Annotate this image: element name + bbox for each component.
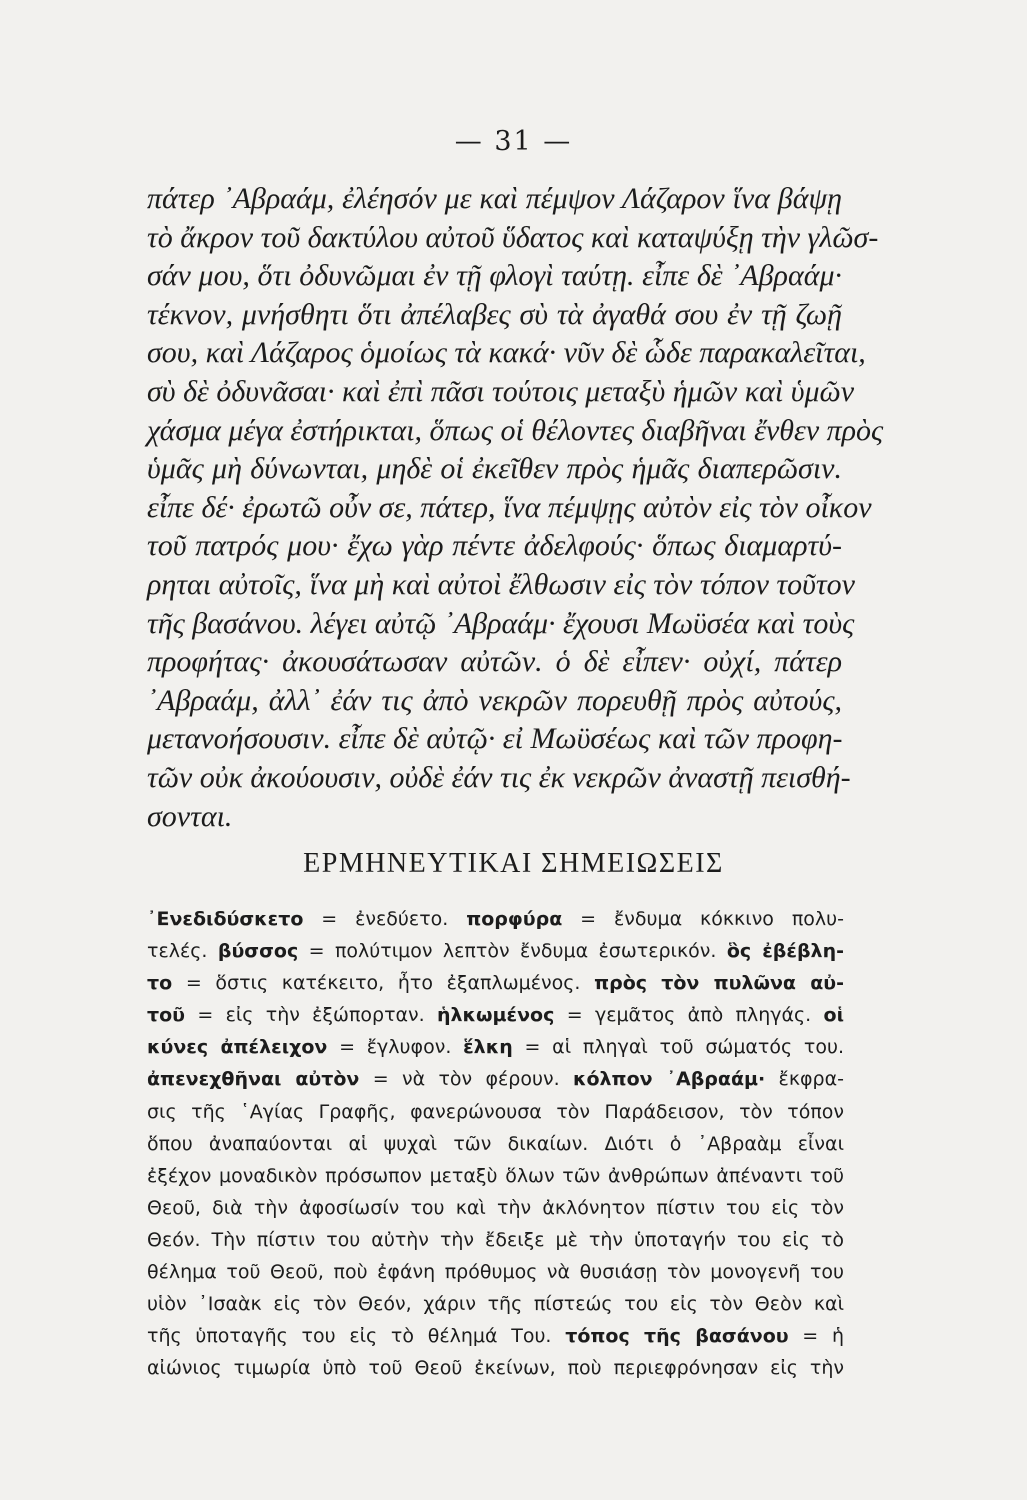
note-text: = νὰ τὸν φέρουν. xyxy=(359,1068,573,1091)
notes-heading: ΕΡΜΗΝΕΥΤΙΚΑΙ ΣΗΜΕΙΩΣΕΙΣ xyxy=(303,848,724,879)
note-line xyxy=(147,1352,844,1384)
note-term: τοῦ xyxy=(147,1004,186,1027)
note-line xyxy=(147,1031,844,1063)
note-term: κύνες ἀπέλειχον xyxy=(147,1036,328,1059)
note-line xyxy=(147,1096,844,1128)
note-term: ἕλκη xyxy=(463,1036,513,1059)
text-line: ὑμᾶς μὴ δύνωνται, μηδὲ οἱ ἐκεῖθεν πρὸς ἡμᾶς διαπερῶσιν. xyxy=(147,452,842,486)
explanatory-notes xyxy=(147,903,844,1384)
note-text: Θεόν. Τὴν πίστιν του αὐτὴν τὴν ἔδειξε μὲ τὴν ὑποταγήν του εἰς τὸ xyxy=(147,1228,844,1251)
note-term: ἡλκωμένος xyxy=(437,1004,555,1027)
note-text: τῆς ὑποταγῆς του εἰς τὸ θέλημά Του. xyxy=(147,1325,566,1348)
text-line: τέκνον, μνήσθητι ὅτι ἀπέλαβες σὺ τὰ ἀγαθά σου ἐν τῇ ζωῇ xyxy=(147,297,842,331)
note-term: κόλπον ᾿Αβραάμ· xyxy=(572,1068,766,1091)
note-text: θέλημα τοῦ Θεοῦ, ποὺ ἐφάνη πρόθυμος νὰ θυσιάσῃ τὸν μονογενῆ του xyxy=(147,1261,844,1284)
note-text: ἔκφρα- xyxy=(765,1068,844,1091)
note-line xyxy=(147,1063,844,1095)
note-line xyxy=(147,1192,844,1224)
note-text: = ἔγλυφον. xyxy=(327,1036,464,1059)
note-text: αἰώνιος τιμωρία ὑπὸ τοῦ Θεοῦ ἐκείνων, ποὺ περιεφρόνησαν εἰς τὴν xyxy=(147,1357,844,1380)
note-term: οἱ xyxy=(823,1004,844,1027)
note-line xyxy=(147,903,844,935)
note-text: = ἡ xyxy=(788,1325,844,1348)
note-text: ὅπου ἀναπαύονται αἱ ψυχαὶ τῶν δικαίων. Διότι ὁ ᾿Αβραὰμ εἶναι xyxy=(147,1132,844,1155)
note-term: ἀπενεχθῆναι αὐτὸν xyxy=(147,1068,360,1091)
note-line xyxy=(147,1224,844,1256)
note-text: = εἰς τὴν ἐξώπορταν. xyxy=(185,1004,437,1027)
note-line xyxy=(147,967,844,999)
note-line xyxy=(147,1288,844,1320)
note-line xyxy=(147,999,844,1031)
note-line xyxy=(147,1256,844,1288)
note-text: = γεμᾶτος ἀπὸ πληγάς. xyxy=(554,1004,824,1027)
text-line: ρηται αὐτοῖς, ἵνα μὴ καὶ αὐτοὶ ἔλθωσιν εἰς τὸν τόπον τοῦτον xyxy=(147,567,855,601)
note-text: υἱὸν ᾿Ισαὰκ εἰς τὸν Θεόν, χάριν τῆς πίστεώς του εἰς τὸν Θεὸν καὶ xyxy=(147,1293,844,1316)
text-line: σονται. xyxy=(147,799,233,833)
text-line: χάσμα μέγα ἐστήρικται, ὅπως οἱ θέλοντες διαβῆναι ἔνθεν πρὸς xyxy=(147,413,884,447)
page-number: — 31 — xyxy=(454,126,573,157)
note-term: ὃς ἐβέβλη- xyxy=(726,940,844,963)
note-term: πρὸς τὸν πυλῶνα αὐ- xyxy=(594,972,844,995)
text-line: εἶπε δέ· ἐρωτῶ οὖν σε, πάτερ, ἵνα πέμψῃς αὐτὸν εἰς τὸν οἶκον xyxy=(147,490,872,524)
text-line: τὸ ἄκρον τοῦ δακτύλου αὐτοῦ ὕδατος καὶ καταψύξῃ τὴν γλῶσ- xyxy=(147,220,879,254)
text-line: μετανοήσουσιν. εἶπε δὲ αὐτῷ· εἰ Μωϋσέως καὶ τῶν προφη- xyxy=(147,722,843,756)
note-text: = ἐνεδύετο. xyxy=(303,908,467,930)
note-term: τόπος τῆς βασάνου xyxy=(565,1325,789,1348)
note-text: = πολύτιμον λεπτὸν ἔνδυμα ἐσωτερικόν. xyxy=(298,940,727,963)
note-line xyxy=(147,1128,844,1160)
text-line: πάτερ ᾿Αβραάμ, ἐλέησόν με καὶ πέμψον Λάζαρον ἵνα βάψῃ xyxy=(147,182,842,215)
text-line: σάν μου, ὅτι ὀδυνῶμαι ἐν τῇ φλογὶ ταύτῃ. εἶπε δὲ ᾿Αβραάμ· xyxy=(147,259,842,293)
text-line: προφήτας· ἀκουσάτωσαν αὐτῶν. ὁ δὲ εἶπεν· οὐχί, πάτερ xyxy=(147,645,842,679)
note-line xyxy=(147,1320,844,1352)
note-text: Θεοῦ, διὰ τὴν ἀφοσίωσίν του καὶ τὴν ἀκλόνητον πίστιν του εἰς τὸν xyxy=(147,1196,844,1219)
text-line: ᾿Αβραάμ, ἀλλ᾿ ἐάν τις ἀπὸ νεκρῶν πορευθῇ πρὸς αὐτούς, xyxy=(147,683,842,717)
text-line: σου, καὶ Λάζαρος ὁμοίως τὰ κακά· νῦν δὲ ὧδε παρακαλεῖται, xyxy=(147,336,866,370)
text-line: τῶν οὐκ ἀκούουσιν, οὐδὲ ἐάν τις ἐκ νεκρῶν ἀναστῇ πεισθή- xyxy=(147,760,851,794)
note-text: = αἱ πληγαὶ τοῦ σώματός του. xyxy=(512,1036,844,1059)
note-text: ἐξέχον μοναδικὸν πρόσωπον μεταξὺ ὅλων τῶν ἀνθρώπων ἀπέναντι τοῦ xyxy=(147,1164,844,1187)
text-line: τοῦ πατρός μου· ἔχω γὰρ πέντε ἀδελφούς· ὅπως διαμαρτύ- xyxy=(147,529,842,563)
note-term: ᾿Ενεδιδύσκετο xyxy=(147,908,304,930)
gospel-text xyxy=(147,180,884,836)
note-term: βύσσος xyxy=(217,940,299,963)
note-text: τελές. xyxy=(147,940,218,963)
note-line xyxy=(147,935,844,967)
note-line xyxy=(147,1160,844,1192)
text-line: σὺ δὲ ὀδυνᾶσαι· καὶ ἐπὶ πᾶσι τούτοις μεταξὺ ἡμῶν καὶ ὑμῶν xyxy=(147,374,855,408)
note-term: πορφύρα xyxy=(466,908,563,930)
note-text: = ἔνδυμα κόκκινο πολυ- xyxy=(562,908,845,930)
note-text: = ὅστις κατέκειτο, ἦτο ἐξαπλωμένος. xyxy=(172,972,595,995)
text-line: τῆς βασάνου. λέγει αὐτῷ ᾿Αβραάμ· ἔχουσι Μωϋσέα καὶ τοὺς xyxy=(147,606,855,640)
note-text: σις τῆς ῾Αγίας Γραφῆς, φανερώνουσα τὸν Παράδεισον, τὸν τόπον xyxy=(147,1100,844,1123)
note-term: το xyxy=(147,972,173,995)
